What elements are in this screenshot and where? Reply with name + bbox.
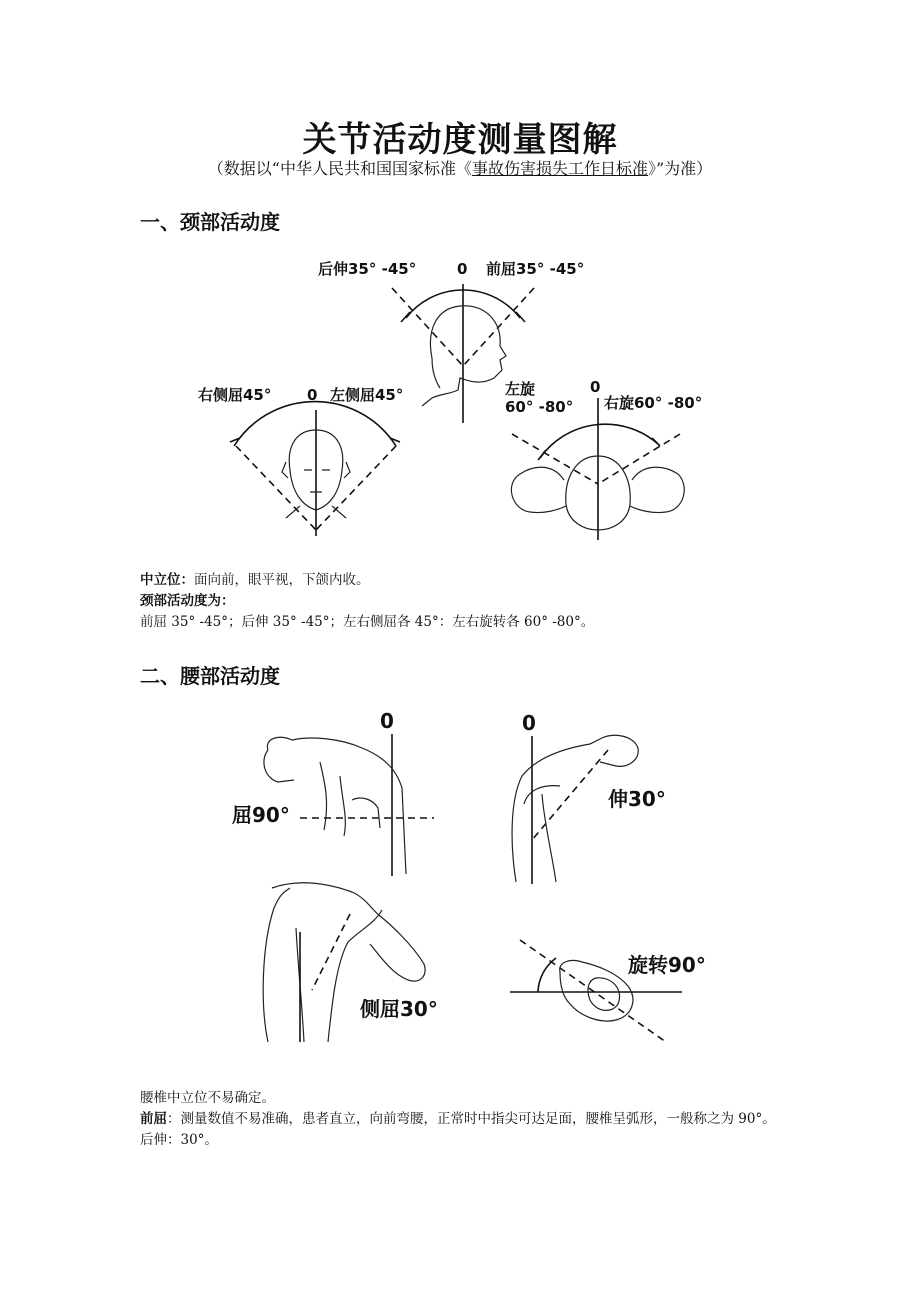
waist-rot-label: 旋转90° xyxy=(628,953,706,977)
ext-angle-dash xyxy=(532,750,608,840)
lat-arc xyxy=(234,402,396,446)
neck-lrot-label: 左旋 xyxy=(505,380,536,398)
profile-head-illustration xyxy=(422,306,506,406)
waist-zero-ext: 0 xyxy=(522,711,536,735)
neck-neutral-line xyxy=(140,570,780,591)
waist-ext-label: 伸30° xyxy=(608,787,666,811)
lat-dash-left xyxy=(236,446,316,530)
neck-neutral-label: 中立位： xyxy=(140,572,194,588)
neck-lrot-range: 60° -80° xyxy=(505,398,574,416)
lat-dash-right xyxy=(316,446,396,530)
neck-zero-left: 0 xyxy=(307,386,318,404)
page-subtitle xyxy=(0,156,920,179)
standard-link[interactable]: 事故伤害损失工作日标准 xyxy=(471,159,648,178)
neck-zero-right: 0 xyxy=(590,378,601,396)
waist-flex-label: 屈90° xyxy=(232,803,290,827)
neck-rlat-label: 右侧屈45° xyxy=(198,386,272,404)
subtitle-prefix: （数据以“中华人民共和国国家标准《 xyxy=(207,159,472,178)
lat-angle-dash-waist xyxy=(312,914,350,990)
waist-zero-flex: 0 xyxy=(380,709,394,733)
waist-flex-label-text: 前屈 xyxy=(140,1111,167,1127)
lat-arc-arrows xyxy=(230,438,400,442)
page-title: 关节活动度测量图解 xyxy=(302,120,618,160)
neck-flex-label: 前屈35° -45° xyxy=(486,260,585,278)
neck-heading: 一、颈部活动度 xyxy=(140,210,280,234)
neck-range-text: 前屈 35° -45°；后伸 35° -45°；左右侧屈各 45°：左右旋转各 60° -80°。 xyxy=(140,614,595,630)
neck-rrot-label: 右旋60° -80° xyxy=(604,394,703,412)
waist-lat-label: 侧屈30° xyxy=(360,997,438,1021)
neck-diagram xyxy=(160,248,760,558)
neck-neutral-text: 面向前，眼平视，下颌内收。 xyxy=(194,572,370,588)
waist-note: 腰椎中立位不易确定。 xyxy=(140,1090,275,1106)
waist-heading: 二、腰部活动度 xyxy=(140,664,280,688)
neck-ext-label: 后伸35° -45° xyxy=(318,260,417,278)
neck-llat-label: 左侧屈45° xyxy=(330,386,404,404)
subtitle-suffix: 》”为准） xyxy=(648,159,713,178)
waist-flex-paragraph xyxy=(140,1109,780,1151)
neck-zero-top: 0 xyxy=(457,260,468,278)
waist-flex-text: ：测量数值不易准确，患者直立，向前弯腰，正常时中指尖可达足面，腰椎呈弧形，一般称之为 90°。后伸：30°。 xyxy=(140,1111,776,1148)
waist-diagram xyxy=(220,704,710,1056)
neck-range-label: 颈部活动度为： xyxy=(140,593,235,609)
rot-arc xyxy=(540,424,658,458)
